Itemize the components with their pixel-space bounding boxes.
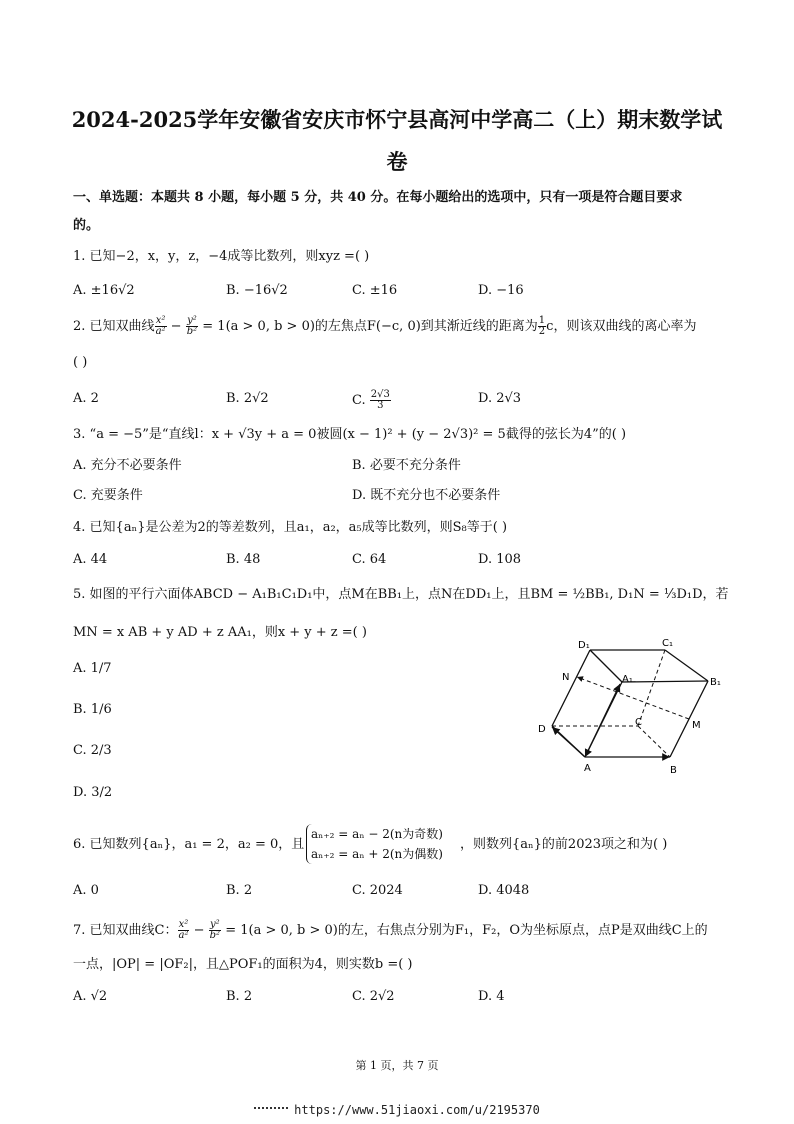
option-b: B. −16√2 — [226, 283, 288, 298]
option-b: B. 2 — [226, 883, 253, 898]
fraction-y2-b2: $\frac{\text{y²}}{\text{b²}}$ — [186, 315, 198, 337]
option-b: B. 1/6 — [73, 702, 112, 717]
question-4-stem: 已知{aₙ}是公差为2的等差数列，且a₁，a₂，a₅成等比数列，则S₈等于( ) — [89, 520, 508, 535]
question-3: 3. “a = −5”是“直线l：x + √3y + a = 0被圆(x − 1)² + (y − 2√3)² = 5截得的弦长为4”的( ) — [73, 427, 627, 442]
label-n: N — [562, 672, 570, 683]
option-b: B. 2√2 — [226, 391, 269, 406]
option-c: C. ±16 — [352, 283, 398, 298]
case-even: aₙ₊₂ = aₙ + 2(n为偶数) — [311, 847, 443, 861]
question-3-stem: “a = −5”是“直线l：x + √3y + a = 0被圆(x − 1)² + (y − 2√3)² = 5截得的弦长为4”的( ) — [89, 427, 627, 442]
page-footer: 第 1 页，共 7 页 — [355, 1059, 439, 1072]
option-c: C. 2/3 — [73, 743, 112, 758]
question-4: 4. 已知{aₙ}是公差为2的等差数列，且a₁，a₂，a₅成等比数列，则S₈等于( ) — [73, 520, 508, 535]
parallelepiped-figure — [530, 634, 730, 784]
label-b: B — [670, 765, 677, 776]
question-7-cont: 一点，|OP| = |OF₂|，且△POF₁的面积为4，则实数b =( ) — [73, 957, 413, 972]
section-heading-cont: 的。 — [73, 218, 100, 233]
option-d: D. 4 — [478, 989, 505, 1004]
page-title-line2: 卷 — [386, 149, 408, 174]
label-a: A — [584, 763, 591, 774]
label-a1: A₁ — [622, 674, 633, 685]
option-a: A. 0 — [73, 883, 99, 898]
question-5-stem: 如图的平行六面体ABCD − A₁B₁C₁D₁中，点M在BB₁上，点N在DD₁上，且BM = ½BB₁, D₁N = ⅓D₁D，若 — [89, 587, 729, 602]
fraction-y2-b2: $\frac{\text{y²}}{\text{b²}}$ — [209, 919, 221, 941]
question-2-cont: ( ) — [73, 355, 88, 370]
option-a: A. 44 — [73, 552, 108, 567]
question-2: 2. 已知双曲线 $\frac{\text{x²}}{\text{a²}}$ − $\frac{\text{y²}}{\text{b²}}$ = 1(a > 0, b > 0)的左焦点F(−c, 0)到其渐近线的距离为 $\frac{1}{2}$ c，则该双曲线的离心率为 — [73, 315, 697, 337]
option-a: A. 2 — [73, 391, 99, 406]
label-d: D — [538, 724, 546, 735]
case-odd: aₙ₊₂ = aₙ − 2(n为奇数) — [311, 827, 443, 841]
watermark-logo — [254, 1107, 288, 1115]
label-c: C — [635, 717, 642, 728]
option-d: D. 108 — [478, 552, 522, 567]
option-a: A. ±16√2 — [73, 283, 135, 298]
option-b: B. 必要不充分条件 — [352, 458, 461, 473]
label-m: M — [692, 720, 701, 731]
question-6-tail: ，则数列{aₙ}的前2023项之和为( ) — [460, 837, 668, 852]
option-a: A. 1/7 — [73, 661, 112, 676]
question-1-stem: 已知−2，x，y，z，−4成等比数列，则xyz =( ) — [89, 249, 370, 264]
question-1: 1. 已知−2，x，y，z，−4成等比数列，则xyz =( ) — [73, 249, 370, 264]
label-c1: C₁ — [662, 638, 673, 649]
fraction-x2-a2: $\frac{\text{x²}}{\text{a²}}$ — [178, 919, 189, 941]
question-6: 6. 已知数列{aₙ}，a₁ = 2，a₂ = 0，且 — [73, 837, 305, 852]
option-d: D. 2√3 — [478, 391, 522, 406]
label-d1: D₁ — [578, 640, 590, 651]
option-a: A. √2 — [73, 989, 108, 1004]
option-c: C. 充要条件 — [73, 488, 143, 503]
question-7: 7. 已知双曲线C： $\frac{\text{x²}}{\text{a²}}$ − $\frac{\text{y²}}{\text{b²}}$ = 1(a > 0, b > 0)的左，右焦点分别为F₁，F₂，O为坐标原点，点P是双曲线C上的 — [73, 919, 708, 941]
watermark-url[interactable]: https://www.51jiaoxi.com/u/2195370 — [0, 1103, 794, 1117]
option-d: D. 3/2 — [73, 785, 113, 800]
option-c: C. 2√2 — [352, 989, 395, 1004]
option-d: D. 既不充分也不必要条件 — [352, 488, 501, 503]
option-c: C. 64 — [352, 552, 387, 567]
option-d: D. −16 — [478, 283, 524, 298]
option-c: C. 2024 — [352, 883, 403, 898]
option-a: A. 充分不必要条件 — [73, 458, 182, 473]
question-5-cont: MN = x AB + y AD + z AA₁，则x + y + z =( ) — [73, 625, 367, 640]
piecewise-brace — [306, 824, 443, 864]
option-c: C. $\frac{2√3}{3}$ — [352, 389, 390, 411]
option-b: B. 2 — [226, 989, 253, 1004]
option-d: D. 4048 — [478, 883, 530, 898]
section-heading: 一、单选题：本题共 8 小题，每小题 5 分，共 40 分。在每小题给出的选项中，只有一项是符合题目要求 — [73, 190, 683, 205]
fraction-2sqrt3-3: $\frac{2√3}{3}$ — [370, 389, 390, 411]
fraction-x2-a2: $\frac{\text{x²}}{\text{a²}}$ — [155, 315, 166, 337]
question-5: 5. 如图的平行六面体ABCD − A₁B₁C₁D₁中，点M在BB₁上，点N在DD₁上，且BM = ½BB₁, D₁N = ⅓D₁D，若 — [73, 587, 729, 602]
option-b: B. 48 — [226, 552, 261, 567]
fraction-half: $\frac{1}{2}$ — [538, 315, 546, 337]
page-title-line1: 2024-2025学年安徽省安庆市怀宁县高河中学高二（上）期末数学试 — [71, 107, 723, 132]
label-b1: B₁ — [710, 677, 721, 688]
